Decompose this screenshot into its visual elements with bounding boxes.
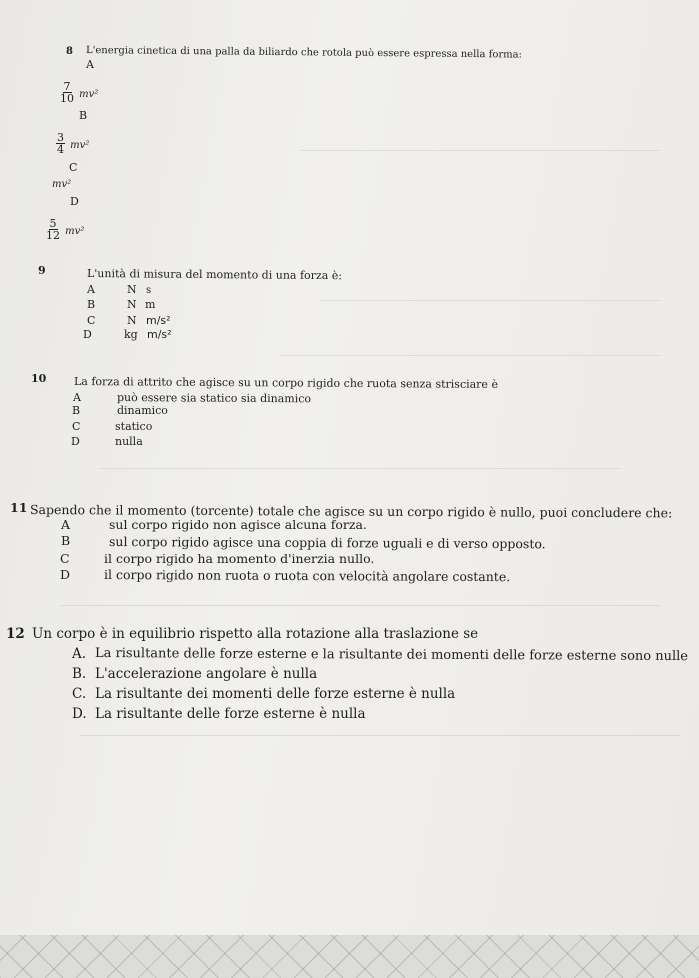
q11-option-d-text: il corpo rigido non ruota o ruota con velocità angolare costante. (103, 567, 511, 585)
q10-option-d-letter: D (71, 435, 80, 448)
question-8-number: 8 (66, 46, 73, 57)
q10-option-d-text: nulla (115, 435, 143, 448)
fraction-numerator: 5 (49, 217, 57, 230)
q9-option-b-unit1: N (127, 298, 137, 311)
q9-option-a-unit1: N (127, 283, 137, 296)
q10-option-a-letter: A (73, 391, 81, 404)
q9-option-c-letter: C (87, 314, 96, 327)
q9-option-c-unit2: m/s² (146, 314, 171, 327)
q12-option-a-letter: A. (72, 646, 87, 662)
question-8-text: L'energia cinetica di una palla da biliardo che rotola può essere espressa nella forma: (85, 45, 523, 61)
formula-expression: mv² (79, 89, 99, 100)
show-through-line (100, 468, 620, 469)
q11-option-c-letter: C (60, 551, 70, 566)
q9-option-d-letter: D (83, 328, 92, 341)
fraction-denominator: 4 (57, 143, 64, 156)
q11-option-a-letter: A (61, 517, 71, 532)
q12-option-c-text: La risultante dei momenti delle forze esterne è nulla (95, 686, 456, 702)
q12-option-d-text: La risultante delle forze esterne è nulla (95, 706, 366, 722)
q11-option-b-text: sul corpo rigido agisce una coppia di forze uguali e di verso opposto. (108, 534, 546, 552)
q8-option-a-formula (60, 81, 98, 104)
show-through-line (280, 355, 660, 356)
fraction-denominator: 12 (46, 229, 60, 242)
q12-option-d-letter: D. (72, 706, 87, 722)
question-9-text: L'unità di misura del momento di una forza è: (86, 267, 343, 283)
q9-option-d-unit2: m/s² (147, 328, 172, 341)
question-9-number: 9 (38, 264, 46, 277)
q10-option-b-text: dinamico (117, 404, 168, 417)
q11-option-a-text: sul corpo rigido non agisce alcuna forza. (109, 517, 367, 532)
q10-option-c-text: statico (115, 420, 153, 433)
q8-option-b-formula (56, 132, 89, 155)
q11-option-d-letter: D (60, 567, 71, 582)
fraction-numerator: 7 (63, 80, 71, 93)
q12-option-b-letter: B. (72, 666, 87, 682)
question-12-number: 12 (6, 626, 25, 642)
q9-option-a-letter: A (87, 283, 95, 296)
question-11-number: 11 (10, 500, 28, 515)
show-through-line (300, 150, 660, 151)
q11-option-c-text: il corpo rigido ha momento d'inerzia nullo. (104, 551, 375, 566)
q12-option-b-text: L'accelerazione angolare è nulla (95, 666, 318, 682)
q12-option-c-letter: C. (72, 686, 87, 702)
question-12-text: Un corpo è in equilibrio rispetto alla rotazione alla traslazione se (32, 626, 479, 642)
grid-paper-background (0, 935, 699, 978)
q10-option-a-text: può essere sia statico sia dinamico (116, 391, 312, 406)
show-through-line (60, 605, 660, 606)
q8-option-d-letter: D (70, 195, 79, 208)
q9-option-d-unit1: kg (124, 328, 138, 341)
formula-expression: mv² (70, 140, 90, 151)
question-11-text: Sapendo che il momento (torcente) totale che agisce su un corpo rigido è nullo, puoi concludere che: (29, 502, 673, 521)
question-10-number: 10 (31, 372, 47, 385)
q8-option-b-letter: B (79, 109, 88, 122)
question-10-text: La forza di attrito che agisce su un corpo rigido che ruota senza strisciare è (73, 375, 499, 391)
formula-expression: mv² (65, 226, 85, 237)
fraction-numerator: 3 (57, 131, 64, 144)
q10-option-c-letter: C (72, 420, 81, 433)
q9-option-b-letter: B (87, 298, 96, 311)
show-through-line (80, 735, 680, 736)
show-through-line (320, 300, 660, 301)
q9-option-a-unit2: s (146, 285, 152, 296)
q12-option-a-text: La risultante delle forze esterne e la risultante dei momenti delle forze esterne sono nulle (94, 646, 689, 665)
q8-option-c-formula: mv² (52, 179, 72, 190)
fraction-denominator: 10 (60, 92, 74, 105)
q8-option-d-formula (46, 218, 84, 241)
q9-option-b-unit2: m (145, 298, 156, 311)
q9-option-c-unit1: N (127, 314, 137, 327)
q8-option-c-letter: C (69, 161, 78, 174)
q11-option-b-letter: B (61, 533, 71, 548)
q8-option-a-letter: A (86, 58, 94, 71)
q10-option-b-letter: B (72, 404, 81, 417)
